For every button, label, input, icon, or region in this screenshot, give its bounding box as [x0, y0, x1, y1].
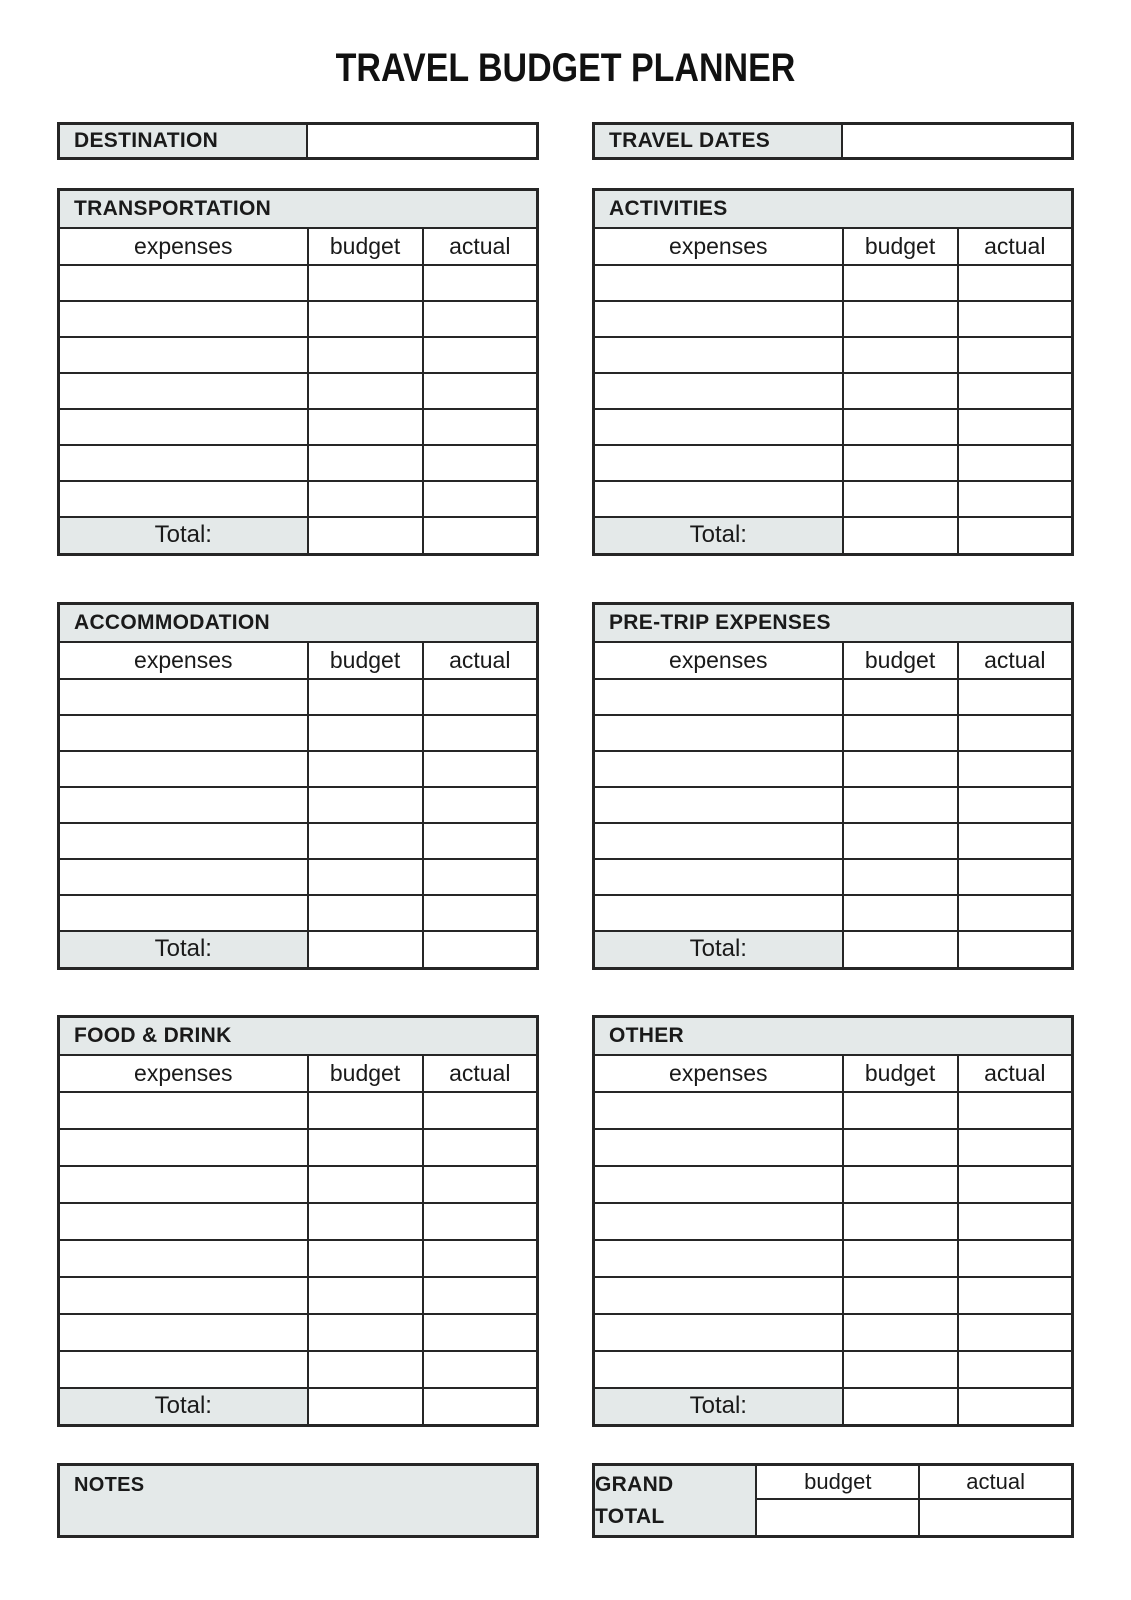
budget-cell[interactable] — [308, 895, 423, 931]
notes-label: NOTES — [74, 1474, 145, 1496]
actual-cell[interactable] — [423, 409, 538, 445]
budget-cell[interactable] — [843, 1240, 958, 1277]
notes-box[interactable] — [57, 1463, 539, 1538]
budget-cell[interactable] — [843, 1203, 958, 1240]
expense-cell[interactable] — [594, 1129, 843, 1166]
expense-cell[interactable] — [594, 1351, 843, 1388]
expense-cell[interactable] — [594, 859, 843, 895]
tables-row-2 — [57, 602, 1074, 970]
budget-cell[interactable] — [843, 445, 958, 481]
budget-cell[interactable] — [308, 1203, 423, 1240]
budget-cell[interactable] — [308, 301, 423, 337]
budget-cell[interactable] — [843, 859, 958, 895]
total-label: Total: — [59, 931, 308, 969]
total-budget-cell[interactable] — [308, 517, 423, 555]
actual-cell[interactable] — [958, 1277, 1073, 1314]
actual-cell[interactable] — [958, 823, 1073, 859]
actual-cell[interactable] — [958, 787, 1073, 823]
total-label: Total: — [59, 1388, 308, 1426]
budget-cell[interactable] — [843, 679, 958, 715]
budget-cell[interactable] — [308, 409, 423, 445]
grand-total-label-line2: TOTAL — [595, 1504, 665, 1528]
expense-cell[interactable] — [59, 445, 308, 481]
budget-cell[interactable] — [308, 1314, 423, 1351]
section-title-accommodation: ACCOMMODATION — [59, 604, 538, 642]
expense-cell[interactable] — [59, 409, 308, 445]
actual-cell[interactable] — [423, 715, 538, 751]
page-title: TRAVEL BUDGET PLANNER — [335, 46, 796, 90]
budget-cell[interactable] — [308, 679, 423, 715]
budget-cell[interactable] — [308, 1092, 423, 1129]
actual-cell[interactable] — [423, 751, 538, 787]
actual-cell[interactable] — [958, 1203, 1073, 1240]
expense-cell[interactable] — [59, 895, 308, 931]
col-header-actual: actual — [958, 1055, 1073, 1092]
budget-cell[interactable] — [308, 445, 423, 481]
budget-cell[interactable] — [843, 481, 958, 517]
actual-cell[interactable] — [958, 373, 1073, 409]
budget-cell[interactable] — [308, 1277, 423, 1314]
expense-cell[interactable] — [59, 859, 308, 895]
expense-table-food-drink — [57, 1015, 539, 1427]
col-header-actual: actual — [958, 228, 1073, 265]
expense-cell[interactable] — [59, 481, 308, 517]
expense-cell[interactable] — [59, 1314, 308, 1351]
actual-cell[interactable] — [958, 1314, 1073, 1351]
expense-cell[interactable] — [594, 265, 843, 301]
section-title-other: OTHER — [594, 1017, 1073, 1055]
total-label: Total: — [594, 517, 843, 555]
budget-cell[interactable] — [308, 1351, 423, 1388]
actual-cell[interactable] — [958, 337, 1073, 373]
expense-table-accommodation — [57, 602, 539, 970]
tables-row-3 — [57, 1015, 1074, 1427]
budget-cell[interactable] — [308, 1240, 423, 1277]
actual-cell[interactable] — [423, 679, 538, 715]
budget-cell[interactable] — [843, 265, 958, 301]
expense-cell[interactable] — [59, 1166, 308, 1203]
actual-cell[interactable] — [423, 1092, 538, 1129]
actual-cell[interactable] — [423, 859, 538, 895]
actual-cell[interactable] — [958, 445, 1073, 481]
actual-cell[interactable] — [958, 265, 1073, 301]
expense-cell[interactable] — [594, 1203, 843, 1240]
total-budget-cell[interactable] — [308, 1388, 423, 1426]
budget-cell[interactable] — [843, 301, 958, 337]
actual-cell[interactable] — [423, 445, 538, 481]
expense-cell[interactable] — [59, 1240, 308, 1277]
expense-cell[interactable] — [59, 301, 308, 337]
expense-cell[interactable] — [594, 1314, 843, 1351]
budget-cell[interactable] — [308, 373, 423, 409]
col-header-budget: budget — [843, 228, 958, 265]
budget-cell[interactable] — [843, 1351, 958, 1388]
budget-cell[interactable] — [843, 1092, 958, 1129]
col-header-actual: actual — [958, 642, 1073, 679]
total-actual-cell[interactable] — [958, 517, 1073, 555]
total-label: Total: — [594, 1388, 843, 1426]
expense-cell[interactable] — [594, 1240, 843, 1277]
budget-cell[interactable] — [308, 265, 423, 301]
col-header-budget: budget — [308, 228, 423, 265]
expense-cell[interactable] — [59, 1129, 308, 1166]
expense-cell[interactable] — [594, 823, 843, 859]
total-budget-cell[interactable] — [843, 1388, 958, 1426]
expense-cell[interactable] — [594, 481, 843, 517]
grand-total-label-line1: GRAND — [595, 1472, 674, 1496]
expense-cell[interactable] — [594, 751, 843, 787]
expense-cell[interactable] — [59, 1203, 308, 1240]
actual-cell[interactable] — [958, 895, 1073, 931]
budget-cell[interactable] — [308, 1129, 423, 1166]
col-header-actual: actual — [423, 642, 538, 679]
expense-cell[interactable] — [59, 1277, 308, 1314]
actual-cell[interactable] — [958, 1351, 1073, 1388]
budget-cell[interactable] — [308, 1166, 423, 1203]
actual-cell[interactable] — [958, 859, 1073, 895]
expense-cell[interactable] — [594, 1092, 843, 1129]
expense-cell[interactable] — [594, 787, 843, 823]
actual-cell[interactable] — [958, 1240, 1073, 1277]
actual-cell[interactable] — [423, 1129, 538, 1166]
expense-cell[interactable] — [59, 787, 308, 823]
tables-row-1 — [57, 188, 1074, 556]
total-label: Total: — [594, 931, 843, 969]
expense-cell[interactable] — [59, 265, 308, 301]
grand-actual-header: actual — [919, 1465, 1072, 1500]
col-header-budget: budget — [308, 1055, 423, 1092]
budget-cell[interactable] — [308, 751, 423, 787]
header-fields-band — [57, 122, 1074, 160]
expense-cell[interactable] — [594, 409, 843, 445]
budget-cell[interactable] — [308, 823, 423, 859]
travel-dates-field — [592, 122, 1074, 160]
col-header-expenses: expenses — [59, 642, 308, 679]
actual-cell[interactable] — [423, 895, 538, 931]
expense-table-transportation — [57, 188, 539, 556]
travel-dates-input-area[interactable] — [843, 125, 1071, 157]
expense-cell[interactable] — [594, 895, 843, 931]
travel-dates-label: TRAVEL DATES — [595, 125, 843, 157]
expense-cell[interactable] — [59, 823, 308, 859]
total-label: Total: — [59, 517, 308, 555]
budget-cell[interactable] — [308, 481, 423, 517]
actual-cell[interactable] — [958, 1129, 1073, 1166]
total-actual-cell[interactable] — [958, 931, 1073, 969]
budget-cell[interactable] — [843, 1129, 958, 1166]
actual-cell[interactable] — [958, 481, 1073, 517]
grand-budget-value-cell[interactable] — [756, 1499, 919, 1536]
actual-cell[interactable] — [423, 1166, 538, 1203]
actual-cell[interactable] — [423, 301, 538, 337]
budget-cell[interactable] — [843, 715, 958, 751]
total-actual-cell[interactable] — [423, 517, 538, 555]
actual-cell[interactable] — [958, 409, 1073, 445]
actual-cell[interactable] — [958, 679, 1073, 715]
expense-cell[interactable] — [594, 1166, 843, 1203]
budget-cell[interactable] — [308, 715, 423, 751]
col-header-budget: budget — [843, 1055, 958, 1092]
expense-cell[interactable] — [59, 1351, 308, 1388]
grand-total-label — [594, 1465, 757, 1537]
budget-cell[interactable] — [843, 787, 958, 823]
expense-cell[interactable] — [594, 715, 843, 751]
grand-actual-value-cell[interactable] — [919, 1499, 1072, 1536]
expense-cell[interactable] — [594, 679, 843, 715]
total-actual-cell[interactable] — [423, 1388, 538, 1426]
actual-cell[interactable] — [423, 373, 538, 409]
budget-cell[interactable] — [308, 859, 423, 895]
total-budget-cell[interactable] — [843, 931, 958, 969]
budget-cell[interactable] — [843, 895, 958, 931]
section-title-activities: ACTIVITIES — [594, 190, 1073, 228]
actual-cell[interactable] — [423, 1203, 538, 1240]
col-header-actual: actual — [423, 1055, 538, 1092]
col-header-expenses: expenses — [59, 1055, 308, 1092]
actual-cell[interactable] — [958, 715, 1073, 751]
grand-total-table — [592, 1463, 1074, 1538]
expense-table-pre-trip-expenses — [592, 602, 1074, 970]
budget-cell[interactable] — [843, 751, 958, 787]
col-header-budget: budget — [308, 642, 423, 679]
expense-cell[interactable] — [594, 1277, 843, 1314]
expense-cell[interactable] — [59, 715, 308, 751]
col-header-expenses: expenses — [594, 1055, 843, 1092]
expense-table-activities — [592, 188, 1074, 556]
actual-cell[interactable] — [958, 1166, 1073, 1203]
actual-cell[interactable] — [423, 823, 538, 859]
col-header-budget: budget — [843, 642, 958, 679]
budget-cell[interactable] — [308, 787, 423, 823]
actual-cell[interactable] — [423, 1240, 538, 1277]
expense-cell[interactable] — [594, 337, 843, 373]
expense-cell[interactable] — [594, 445, 843, 481]
total-actual-cell[interactable] — [423, 931, 538, 969]
section-title-transportation: TRANSPORTATION — [59, 190, 538, 228]
actual-cell[interactable] — [423, 265, 538, 301]
expense-cell[interactable] — [59, 679, 308, 715]
budget-cell[interactable] — [843, 823, 958, 859]
destination-input-area[interactable] — [308, 125, 536, 157]
actual-cell[interactable] — [958, 301, 1073, 337]
budget-cell[interactable] — [308, 337, 423, 373]
budget-cell[interactable] — [843, 409, 958, 445]
actual-cell[interactable] — [423, 1351, 538, 1388]
section-title-pre-trip-expenses: PRE-TRIP EXPENSES — [594, 604, 1073, 642]
expense-cell[interactable] — [59, 751, 308, 787]
bottom-band — [57, 1463, 1074, 1538]
destination-field — [57, 122, 539, 160]
actual-cell[interactable] — [958, 751, 1073, 787]
budget-cell[interactable] — [843, 1314, 958, 1351]
col-header-expenses: expenses — [59, 228, 308, 265]
total-budget-cell[interactable] — [843, 517, 958, 555]
actual-cell[interactable] — [423, 337, 538, 373]
actual-cell[interactable] — [423, 787, 538, 823]
col-header-expenses: expenses — [594, 228, 843, 265]
col-header-expenses: expenses — [594, 642, 843, 679]
expense-cell[interactable] — [594, 301, 843, 337]
total-actual-cell[interactable] — [958, 1388, 1073, 1426]
expense-cell[interactable] — [59, 373, 308, 409]
section-title-food-drink: FOOD & DRINK — [59, 1017, 538, 1055]
expense-cell[interactable] — [59, 1092, 308, 1129]
total-budget-cell[interactable] — [308, 931, 423, 969]
budget-cell[interactable] — [843, 337, 958, 373]
actual-cell[interactable] — [423, 481, 538, 517]
budget-cell[interactable] — [843, 1277, 958, 1314]
col-header-actual: actual — [423, 228, 538, 265]
budget-cell[interactable] — [843, 373, 958, 409]
actual-cell[interactable] — [423, 1314, 538, 1351]
expense-cell[interactable] — [59, 337, 308, 373]
expense-table-other — [592, 1015, 1074, 1427]
destination-label: DESTINATION — [60, 125, 308, 157]
budget-cell[interactable] — [843, 1166, 958, 1203]
actual-cell[interactable] — [423, 1277, 538, 1314]
expense-cell[interactable] — [594, 373, 843, 409]
grand-budget-header: budget — [756, 1465, 919, 1500]
actual-cell[interactable] — [958, 1092, 1073, 1129]
